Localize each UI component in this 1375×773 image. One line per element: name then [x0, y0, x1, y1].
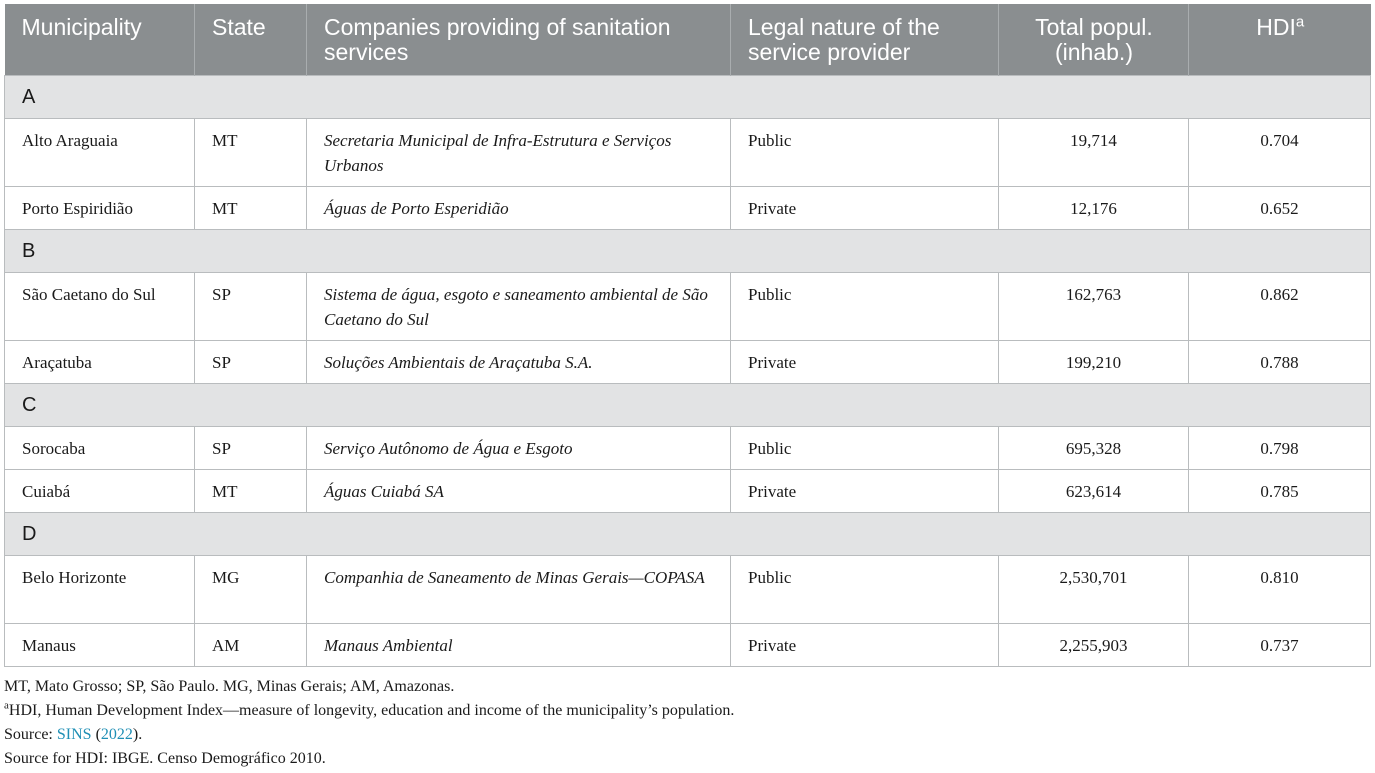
- cell-company: Sistema de água, esgoto e saneamento ambiental de São Caetano do Sul: [307, 273, 731, 341]
- cell-municipality: Belo Horizonte: [5, 556, 195, 624]
- cell-hdi: 0.785: [1189, 470, 1371, 513]
- header-companies: Companies providing of sanitation services: [307, 4, 731, 76]
- cell-legal-nature: Public: [731, 273, 999, 341]
- source-paren-open: (: [91, 726, 101, 743]
- hdi-footnote: [4, 699, 734, 723]
- group-row-d: [5, 513, 1371, 556]
- cell-hdi: 0.737: [1189, 624, 1371, 667]
- source-paren-close: ).: [132, 726, 143, 743]
- table-row: [5, 556, 1371, 624]
- abbreviations-note: MT, Mato Grosso; SP, São Paulo. MG, Minas Gerais; AM, Amazonas.: [4, 678, 455, 695]
- table-row: [5, 119, 1371, 187]
- cell-company: Águas Cuiabá SA: [307, 470, 731, 513]
- group-label: C: [5, 384, 1371, 427]
- source-prefix: Source:: [4, 726, 57, 743]
- cell-company: Secretaria Municipal de Infra-Estrutura e Serviços Urbanos: [307, 119, 731, 187]
- cell-company: Soluções Ambientais de Araçatuba S.A.: [307, 341, 731, 384]
- cell-legal-nature: Private: [731, 470, 999, 513]
- cell-municipality: Alto Araguaia: [5, 119, 195, 187]
- cell-hdi: 0.652: [1189, 187, 1371, 230]
- cell-legal-nature: Public: [731, 427, 999, 470]
- cell-company: Águas de Porto Esperidião: [307, 187, 731, 230]
- cell-hdi: 0.704: [1189, 119, 1371, 187]
- cell-state: MT: [195, 119, 307, 187]
- cell-population: 623,614: [999, 470, 1189, 513]
- table-row: [5, 427, 1371, 470]
- group-label: B: [5, 230, 1371, 273]
- cell-population: 199,210: [999, 341, 1189, 384]
- cell-state: MT: [195, 187, 307, 230]
- cell-state: MT: [195, 470, 307, 513]
- cell-company: Companhia de Saneamento de Minas Gerais—COPASA: [307, 556, 731, 624]
- cell-legal-nature: Public: [731, 119, 999, 187]
- group-row-c: [5, 384, 1371, 427]
- table-row: [5, 187, 1371, 230]
- cell-hdi: 0.798: [1189, 427, 1371, 470]
- group-row-b: [5, 230, 1371, 273]
- data-table-container: [4, 4, 1370, 667]
- hdi-footnote-mark: a: [4, 699, 9, 712]
- cell-population: 695,328: [999, 427, 1189, 470]
- cell-municipality: Araçatuba: [5, 341, 195, 384]
- cell-municipality: Cuiabá: [5, 470, 195, 513]
- group-label: A: [5, 76, 1371, 119]
- table-row: [5, 470, 1371, 513]
- cell-legal-nature: Private: [731, 187, 999, 230]
- cell-municipality: Manaus: [5, 624, 195, 667]
- cell-hdi: 0.810: [1189, 556, 1371, 624]
- source-link-year[interactable]: 2022: [100, 726, 133, 743]
- cell-hdi: 0.862: [1189, 273, 1371, 341]
- table-row: [5, 273, 1371, 341]
- cell-population: 19,714: [999, 119, 1189, 187]
- cell-population: 162,763: [999, 273, 1189, 341]
- source-link-sins[interactable]: SINS: [56, 726, 92, 743]
- cell-legal-nature: Private: [731, 341, 999, 384]
- cell-state: AM: [195, 624, 307, 667]
- hdi-footnote-text: HDI, Human Development Index—measure of longevity, education and income of the municipality’s population.: [8, 702, 735, 719]
- cell-legal-nature: Public: [731, 556, 999, 624]
- cell-state: MG: [195, 556, 307, 624]
- cell-municipality: Sorocaba: [5, 427, 195, 470]
- table-row: [5, 624, 1371, 667]
- header-population: Total popul. (inhab.): [999, 4, 1189, 76]
- cell-municipality: Porto Espiridião: [5, 187, 195, 230]
- table-footnotes: [4, 675, 734, 771]
- cell-population: 2,255,903: [999, 624, 1189, 667]
- table-header-row: [5, 4, 1371, 76]
- cell-company: Manaus Ambiental: [307, 624, 731, 667]
- cell-municipality: São Caetano do Sul: [5, 273, 195, 341]
- hdi-source-note: Source for HDI: IBGE. Censo Demográfico 2010.: [4, 750, 326, 767]
- header-hdi-label: HDI: [1256, 14, 1296, 40]
- table-row: [5, 341, 1371, 384]
- source-note: [4, 723, 734, 747]
- header-hdi-footnote-mark: a: [1295, 13, 1305, 31]
- sanitation-table: [4, 4, 1371, 667]
- header-legal-nature: Legal nature of the service provider: [731, 4, 999, 76]
- header-hdi: [1189, 4, 1371, 76]
- cell-company: Serviço Autônomo de Água e Esgoto: [307, 427, 731, 470]
- cell-population: 2,530,701: [999, 556, 1189, 624]
- cell-state: SP: [195, 427, 307, 470]
- group-label: D: [5, 513, 1371, 556]
- cell-population: 12,176: [999, 187, 1189, 230]
- cell-state: SP: [195, 273, 307, 341]
- header-municipality: Municipality: [5, 4, 195, 76]
- cell-hdi: 0.788: [1189, 341, 1371, 384]
- header-state: State: [195, 4, 307, 76]
- cell-legal-nature: Private: [731, 624, 999, 667]
- group-row-a: [5, 76, 1371, 119]
- cell-state: SP: [195, 341, 307, 384]
